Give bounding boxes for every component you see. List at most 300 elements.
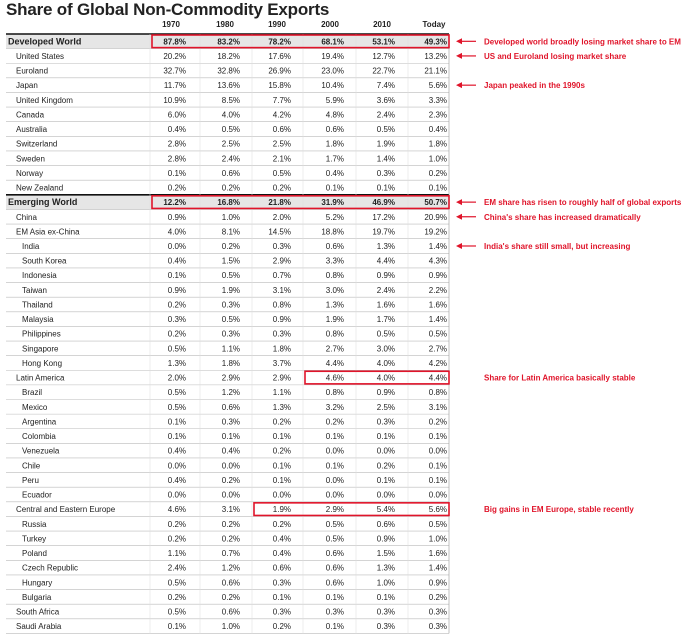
table-cell: 2.4%: [167, 563, 186, 573]
table-cell: 10.9%: [163, 95, 186, 105]
table-cell: 5.6%: [428, 505, 447, 515]
table-cell: 1.9%: [376, 139, 395, 149]
table-cell: 3.1%: [221, 505, 240, 515]
chart-title: Share of Global Non-Commodity Exports: [6, 0, 330, 19]
table-cell: 26.9%: [268, 66, 291, 76]
table-cell: 2.1%: [272, 154, 291, 164]
table-cell: 1.3%: [272, 402, 291, 412]
table-cell: 1.0%: [428, 534, 447, 544]
annotation-text: Big gains in EM Europe, stable recently: [484, 505, 634, 515]
table-cell: 4.0%: [376, 358, 395, 368]
table-cell: 0.1%: [428, 461, 447, 471]
table-cell: 0.7%: [221, 549, 240, 559]
table-cell: 0.3%: [376, 622, 395, 632]
table-cell: 0.1%: [167, 622, 186, 632]
table-cell: 0.9%: [376, 534, 395, 544]
row-label: Malaysia: [22, 315, 54, 325]
table-cell: 0.4%: [428, 125, 447, 135]
table-cell: 0.1%: [272, 461, 291, 471]
table-cell: 1.1%: [272, 388, 291, 398]
table-cell: 2.4%: [376, 285, 395, 295]
table-cell: 1.0%: [221, 622, 240, 632]
row-label: EM Asia ex-China: [16, 227, 80, 237]
table-cell: 4.8%: [325, 110, 344, 120]
table-cell: 1.7%: [376, 315, 395, 325]
column-header: 1970: [162, 20, 180, 29]
table-cell: 13.6%: [217, 81, 240, 91]
table-cell: 2.5%: [376, 402, 395, 412]
row-label: Brazil: [22, 388, 43, 398]
row-label: China: [16, 212, 37, 222]
table-cell: 0.2%: [272, 446, 291, 456]
table-cell: 0.4%: [272, 534, 291, 544]
table-cell: 0.3%: [376, 168, 395, 178]
row-label: Developed World: [8, 36, 82, 47]
table-cell: 21.1%: [424, 66, 447, 76]
annotation-text: Developed world broadly losing market share to EM: [484, 37, 681, 47]
table-cell: 0.5%: [325, 534, 344, 544]
table-cell: 0.1%: [428, 432, 447, 442]
table-cell: 2.5%: [272, 139, 291, 149]
table-cell: 0.4%: [167, 446, 186, 456]
table-cell: 0.8%: [325, 329, 344, 339]
table-cell: 4.4%: [325, 358, 344, 368]
table-cell: 8.1%: [221, 227, 240, 237]
table-cell: 13.2%: [424, 51, 447, 61]
table-cell: 18.8%: [321, 227, 344, 237]
table-cell: 3.6%: [376, 95, 395, 105]
table-cell: 0.0%: [325, 446, 344, 456]
table-cell: 0.2%: [167, 534, 186, 544]
table-cell: 0.1%: [325, 622, 344, 632]
table-cell: 0.5%: [167, 578, 186, 588]
table-cell: 16.8%: [217, 198, 240, 208]
row-label: South Africa: [16, 607, 60, 617]
annotation-text: US and Euroland losing market share: [484, 51, 627, 61]
table-cell: 0.1%: [325, 432, 344, 442]
table-cell: 1.6%: [428, 300, 447, 310]
table-cell: 3.3%: [428, 95, 447, 105]
column-header: 2010: [373, 20, 391, 29]
table-cell: 78.2%: [268, 37, 291, 47]
table-cell: 1.1%: [167, 549, 186, 559]
table-cell: 0.3%: [376, 417, 395, 427]
table-cell: 2.5%: [221, 139, 240, 149]
row-label: United Kingdom: [16, 95, 73, 105]
table-cell: 0.3%: [221, 300, 240, 310]
table-cell: 1.8%: [325, 139, 344, 149]
table-cell: 83.2%: [217, 37, 240, 47]
table-cell: 0.4%: [167, 256, 186, 266]
table-cell: 23.0%: [321, 66, 344, 76]
table-cell: 19.2%: [424, 227, 447, 237]
table-cell: 1.2%: [221, 563, 240, 573]
table-cell: 4.2%: [428, 358, 447, 368]
table-cell: 0.0%: [221, 490, 240, 500]
row-label: Central and Eastern Europe: [16, 505, 116, 515]
row-label: Australia: [16, 125, 48, 135]
annotation-text: China's share has increased dramatically: [484, 212, 641, 222]
table-cell: 1.4%: [428, 241, 447, 251]
annotation-arrowhead: [456, 82, 462, 88]
table-cell: 0.1%: [167, 417, 186, 427]
table-cell: 0.6%: [272, 563, 291, 573]
table-cell: 5.9%: [325, 95, 344, 105]
table-cell: 50.7%: [424, 198, 447, 208]
table-cell: 0.9%: [272, 315, 291, 325]
annotation-text: Share for Latin America basically stable: [484, 373, 636, 383]
table-cell: 10.4%: [321, 81, 344, 91]
table-cell: 0.6%: [221, 607, 240, 617]
table-cell: 4.2%: [272, 110, 291, 120]
table-cell: 0.9%: [376, 271, 395, 281]
table-cell: 5.4%: [376, 505, 395, 515]
table-cell: 0.1%: [272, 475, 291, 485]
table-cell: 0.4%: [167, 125, 186, 135]
table-cell: 0.3%: [272, 578, 291, 588]
row-label: Indonesia: [22, 271, 57, 281]
table-cell: 0.2%: [221, 183, 240, 193]
table-cell: 53.1%: [372, 37, 395, 47]
table-cell: 2.9%: [221, 373, 240, 383]
table-cell: 0.4%: [325, 168, 344, 178]
table-cell: 2.3%: [428, 110, 447, 120]
table-cell: 0.6%: [272, 125, 291, 135]
table-cell: 0.4%: [221, 446, 240, 456]
table-cell: 0.2%: [221, 241, 240, 251]
row-label: Philippines: [22, 329, 61, 339]
table-cell: 0.9%: [428, 271, 447, 281]
table-cell: 0.2%: [221, 534, 240, 544]
table-cell: 68.1%: [321, 37, 344, 47]
table-cell: 0.2%: [221, 519, 240, 529]
row-label: Switzerland: [16, 139, 58, 149]
table-cell: 12.2%: [163, 198, 186, 208]
table-cell: 0.1%: [167, 271, 186, 281]
table-cell: 0.8%: [428, 388, 447, 398]
table-cell: 0.7%: [272, 271, 291, 281]
table-cell: 1.7%: [325, 154, 344, 164]
table-cell: 0.2%: [376, 461, 395, 471]
table-cell: 0.9%: [428, 578, 447, 588]
annotation-arrowhead: [456, 214, 462, 220]
table-cell: 0.3%: [272, 241, 291, 251]
table-cell: 0.6%: [325, 563, 344, 573]
row-label: New Zealand: [16, 183, 64, 193]
table-cell: 21.8%: [268, 198, 291, 208]
table-cell: 0.0%: [428, 446, 447, 456]
table-cell: 1.8%: [428, 139, 447, 149]
table-cell: 1.8%: [272, 344, 291, 354]
row-label: Euroland: [16, 66, 49, 76]
annotation-arrowhead: [456, 199, 462, 205]
table-cell: 3.2%: [325, 402, 344, 412]
table-cell: 0.3%: [167, 315, 186, 325]
table-cell: 46.9%: [372, 198, 395, 208]
table-cell: 1.6%: [428, 549, 447, 559]
table-cell: 2.8%: [167, 139, 186, 149]
table-cell: 0.5%: [325, 519, 344, 529]
table-cell: 0.0%: [325, 490, 344, 500]
row-label: Taiwan: [22, 285, 47, 295]
table-cell: 1.4%: [428, 315, 447, 325]
table-cell: 8.5%: [221, 95, 240, 105]
table-cell: 0.1%: [167, 432, 186, 442]
table-cell: 15.8%: [268, 81, 291, 91]
annotation-arrowhead: [456, 53, 462, 59]
table-cell: 0.1%: [272, 592, 291, 602]
table-cell: 0.4%: [167, 475, 186, 485]
table-cell: 2.2%: [428, 285, 447, 295]
table-cell: 0.3%: [428, 607, 447, 617]
annotation-text: EM share has risen to roughly half of global exports: [484, 198, 682, 208]
table-cell: 1.3%: [325, 300, 344, 310]
table-cell: 0.6%: [221, 578, 240, 588]
table-cell: 0.5%: [167, 388, 186, 398]
row-label: Turkey: [22, 534, 47, 544]
table-cell: 17.6%: [268, 51, 291, 61]
table-cell: 0.0%: [167, 461, 186, 471]
row-label: Ecuador: [22, 490, 52, 500]
table-cell: 0.1%: [428, 183, 447, 193]
row-label: Saudi Arabia: [16, 622, 62, 632]
row-label: United States: [16, 51, 65, 61]
table-cell: 2.8%: [167, 154, 186, 164]
row-label: South Korea: [22, 256, 67, 266]
annotation-arrowhead: [456, 243, 462, 249]
table-cell: 0.1%: [272, 432, 291, 442]
table-cell: 1.3%: [167, 358, 186, 368]
table-cell: 1.8%: [221, 358, 240, 368]
table-cell: 0.1%: [376, 183, 395, 193]
table-cell: 0.3%: [325, 607, 344, 617]
table-cell: 1.0%: [221, 212, 240, 222]
table-cell: 0.2%: [167, 329, 186, 339]
row-label: Chile: [22, 461, 41, 471]
table-cell: 4.3%: [428, 256, 447, 266]
table-cell: 19.7%: [372, 227, 395, 237]
row-label: Russia: [22, 519, 47, 529]
row-label: Hong Kong: [22, 358, 63, 368]
table-cell: 2.0%: [272, 212, 291, 222]
table-cell: 0.1%: [221, 432, 240, 442]
table-cell: 0.1%: [325, 592, 344, 602]
table-cell: 0.2%: [167, 519, 186, 529]
table-cell: 0.5%: [167, 607, 186, 617]
table-cell: 1.2%: [221, 388, 240, 398]
annotation-text: India's share still small, but increasing: [484, 241, 631, 251]
table-cell: 1.5%: [221, 256, 240, 266]
table-cell: 0.8%: [325, 388, 344, 398]
table-cell: 1.4%: [428, 563, 447, 573]
table-cell: 3.7%: [272, 358, 291, 368]
row-label: Latin America: [16, 373, 65, 383]
table-cell: 0.2%: [272, 417, 291, 427]
table-cell: 2.4%: [376, 110, 395, 120]
table-cell: 20.2%: [163, 51, 186, 61]
table-cell: 1.9%: [221, 285, 240, 295]
table-cell: 20.9%: [424, 212, 447, 222]
table-cell: 87.8%: [163, 37, 186, 47]
table-cell: 49.3%: [424, 37, 447, 47]
table-cell: 1.3%: [376, 563, 395, 573]
table-cell: 3.0%: [325, 285, 344, 295]
table-cell: 0.1%: [428, 475, 447, 485]
table-cell: 0.9%: [167, 212, 186, 222]
row-label: Singapore: [22, 344, 59, 354]
table-cell: 0.0%: [221, 461, 240, 471]
table-cell: 6.0%: [167, 110, 186, 120]
table-cell: 0.5%: [167, 402, 186, 412]
table-cell: 0.5%: [428, 329, 447, 339]
table-cell: 1.9%: [325, 315, 344, 325]
table-cell: 1.4%: [376, 154, 395, 164]
table-cell: 1.5%: [376, 549, 395, 559]
table-cell: 0.0%: [428, 490, 447, 500]
table-cell: 0.8%: [325, 271, 344, 281]
row-label: Emerging World: [8, 197, 78, 208]
table-cell: 1.6%: [376, 300, 395, 310]
table-cell: 0.6%: [376, 519, 395, 529]
table-cell: 32.8%: [217, 66, 240, 76]
table-cell: 0.1%: [167, 168, 186, 178]
table-cell: 0.5%: [221, 271, 240, 281]
table-cell: 0.3%: [428, 622, 447, 632]
row-label: Venezuela: [22, 446, 60, 456]
table-cell: 0.2%: [167, 592, 186, 602]
table-cell: 12.7%: [372, 51, 395, 61]
table-cell: 2.9%: [325, 505, 344, 515]
table-cell: 0.0%: [167, 490, 186, 500]
row-label: Hungary: [22, 578, 53, 588]
table-cell: 4.0%: [221, 110, 240, 120]
table-cell: 31.9%: [321, 198, 344, 208]
table-cell: 0.2%: [325, 417, 344, 427]
row-label: Poland: [22, 549, 47, 559]
table-cell: 0.0%: [376, 446, 395, 456]
table-cell: 5.6%: [428, 81, 447, 91]
column-header: 2000: [321, 20, 339, 29]
table-cell: 0.6%: [325, 241, 344, 251]
table-cell: 1.3%: [376, 241, 395, 251]
table-cell: 0.2%: [428, 592, 447, 602]
row-label: Sweden: [16, 154, 45, 164]
column-header: Today: [422, 20, 446, 29]
table-cell: 2.9%: [272, 256, 291, 266]
table-cell: 4.0%: [167, 227, 186, 237]
table-cell: 0.1%: [376, 475, 395, 485]
table-cell: 14.5%: [268, 227, 291, 237]
table-cell: 4.4%: [428, 373, 447, 383]
row-label: India: [22, 241, 40, 251]
column-header: 1990: [268, 20, 286, 29]
table-cell: 2.7%: [428, 344, 447, 354]
table-cell: 1.9%: [272, 505, 291, 515]
table-cell: 3.3%: [325, 256, 344, 266]
row-label: Czech Republic: [22, 563, 79, 573]
table-cell: 0.5%: [428, 519, 447, 529]
table-cell: 0.0%: [167, 241, 186, 251]
table-cell: 0.0%: [376, 490, 395, 500]
table-cell: 0.2%: [221, 475, 240, 485]
table-cell: 1.0%: [376, 578, 395, 588]
table-cell: 1.1%: [221, 344, 240, 354]
table-cell: 0.6%: [325, 125, 344, 135]
table-cell: 0.5%: [376, 125, 395, 135]
table-cell: 11.7%: [163, 81, 186, 91]
table-cell: 7.4%: [376, 81, 395, 91]
table-cell: 18.2%: [217, 51, 240, 61]
table-cell: 4.4%: [376, 256, 395, 266]
annotation-arrowhead: [456, 38, 462, 44]
column-header: 1980: [216, 20, 234, 29]
row-label: Canada: [16, 110, 45, 120]
table-cell: 3.0%: [376, 344, 395, 354]
row-label: Bulgaria: [22, 592, 52, 602]
table-cell: 0.2%: [167, 183, 186, 193]
table-cell: 0.3%: [221, 417, 240, 427]
table-cell: 0.8%: [272, 300, 291, 310]
table-cell: 0.5%: [167, 344, 186, 354]
table-cell: 22.7%: [372, 66, 395, 76]
table-cell: 2.9%: [272, 373, 291, 383]
table-cell: 4.6%: [325, 373, 344, 383]
table-cell: 0.6%: [221, 168, 240, 178]
row-label: Colombia: [22, 432, 56, 442]
table-cell: 0.3%: [221, 329, 240, 339]
table-cell: 0.1%: [376, 592, 395, 602]
row-label: Japan: [16, 81, 38, 91]
table-cell: 0.2%: [428, 168, 447, 178]
table-cell: 0.4%: [272, 549, 291, 559]
table-cell: 0.0%: [325, 475, 344, 485]
table-cell: 3.1%: [272, 285, 291, 295]
table-cell: 4.6%: [167, 505, 186, 515]
table-cell: 0.2%: [272, 622, 291, 632]
table-cell: 0.3%: [272, 607, 291, 617]
table-cell: 17.2%: [372, 212, 395, 222]
table-cell: 0.3%: [376, 607, 395, 617]
table-cell: 3.1%: [428, 402, 447, 412]
table-cell: 32.7%: [163, 66, 186, 76]
table-cell: 2.7%: [325, 344, 344, 354]
row-label: Mexico: [22, 402, 48, 412]
table-cell: 0.2%: [428, 417, 447, 427]
row-label: Peru: [22, 475, 39, 485]
table-cell: 0.1%: [325, 183, 344, 193]
table-cell: 0.2%: [272, 183, 291, 193]
table-cell: 0.6%: [221, 402, 240, 412]
table-cell: 1.0%: [428, 154, 447, 164]
table-cell: 0.5%: [221, 125, 240, 135]
table-cell: 0.5%: [221, 315, 240, 325]
table-cell: 0.5%: [376, 329, 395, 339]
table-cell: 0.2%: [167, 300, 186, 310]
table-cell: 0.6%: [325, 549, 344, 559]
table-cell: 0.9%: [167, 285, 186, 295]
table-cell: 0.1%: [376, 432, 395, 442]
table-cell: 2.0%: [167, 373, 186, 383]
row-label: Thailand: [22, 300, 53, 310]
table-cell: 2.4%: [221, 154, 240, 164]
table-cell: 5.2%: [325, 212, 344, 222]
table-cell: 0.0%: [272, 490, 291, 500]
table-cell: 19.4%: [321, 51, 344, 61]
table-cell: 0.9%: [376, 388, 395, 398]
table-cell: 0.6%: [325, 578, 344, 588]
table-cell: 0.2%: [221, 592, 240, 602]
table-cell: 7.7%: [272, 95, 291, 105]
